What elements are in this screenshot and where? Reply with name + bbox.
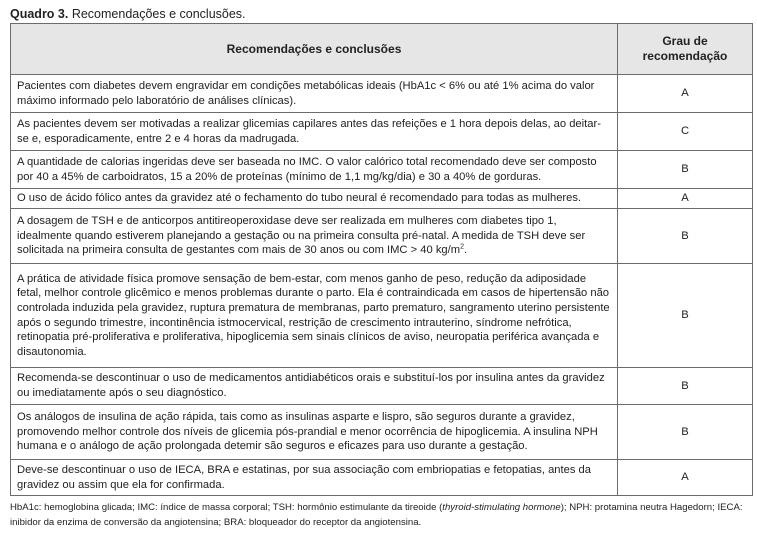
header-row [11,24,753,75]
table-row [11,209,753,264]
footnote-italic: thyroid-stimulating hormone [442,502,561,513]
recommendation-grade: B [618,264,753,368]
recommendation-grade: B [618,151,753,189]
table-row [11,368,753,405]
recommendation-grade: A [618,460,753,496]
footnote-part1: HbA1c: hemoglobina glicada; IMC: índice de massa corporal; TSH: hormônio estimulante da tireoide ( [10,502,443,513]
header-grade-line1: Grau de [662,34,708,48]
recommendation-text [11,209,618,264]
recommendation-text: Pacientes com diabetes devem engravidar em condições metabólicas ideais (HbA1c < 6% ou até 1% acima do valor máximo informado pelo laboratório de análises clínicas). [11,75,618,113]
recommendation-text: Deve-se descontinuar o uso de IECA, BRA e estatinas, por sua associação com embriopatias e fetopatias, antes da gravidez ou assim que ela for confirmada. [11,460,618,496]
table-row [11,460,753,496]
recommendation-text: O uso de ácido fólico antes da gravidez até o fechamento do tubo neural é recomendado para todas as mulheres. [11,189,618,209]
recommendation-text: As pacientes devem ser motivadas a realizar glicemias capilares antes das refeições e 1 hora depois delas, ao deitar-se e, esporadicamente, entre 2 e 4 horas da madrugada. [11,113,618,151]
table-row [11,405,753,460]
recommendation-text: A prática de atividade física promove sensação de bem-estar, com menos ganho de peso, redução da adiposidade fetal, melhor controle glicêmico e menos problemas durante o parto. Ela é contraindicada em casos de hipertensão não controlada induzida pela gravidez, ruptura prematura de membranas, parto prematuro, sangramento uterino persistente após o segundo trimestre, incontinência istmocervical, restrição de crescimento intrauterino, síndrome nefrótica, retinopatia pré-proliferativa e proliferativa, hipoglicemia sem sinais clínicos de aviso, neuropatia periférica avançada e disautonomia. [11,264,618,368]
recommendation-text-end: . [463,244,468,257]
caption-title: Recomendações e conclusões. [68,7,246,21]
recommendation-grade: C [618,113,753,151]
recommendation-grade: B [618,405,753,460]
table-footnote [10,500,750,530]
table-row [11,75,753,113]
recommendation-grade: B [618,209,753,264]
footnote-part2: ); NPH: protamina neutra Hagedorn; IECA: inibidor da enzima de conversão da angiotensina; BRA: bloqueador do receptor da angiotensina. [10,502,743,528]
recommendation-text-main: A dosagem de TSH e de anticorpos antitireoperoxidase deve ser realizada em mulheres com diabetes tipo 1, idealmente quando estiverem planejando a gestação ou na primeira consulta pré-natal. A medida de TSH deve ser solicitada na primeira consulta de gestantes com mais de 30 anos ou com IMC > 40 kg/m [17,215,586,257]
caption-label: Quadro 3. [10,7,69,21]
recommendation-text: Recomenda-se descontinuar o uso de medicamentos antidiabéticos orais e substituí-los por insulina antes da gravidez ou imediatamente após o seu diagnóstico. [11,368,618,405]
recommendation-grade: B [618,368,753,405]
table-caption [10,6,246,22]
recommendations-table [10,23,753,496]
table-row [11,264,753,368]
table-row [11,113,753,151]
header-grade-line2: recomendação [642,49,728,63]
table-row [11,189,753,209]
table-row [11,151,753,189]
recommendation-text: A quantidade de calorias ingeridas deve ser baseada no IMC. O valor calórico total recomendado deve ser composto por 40 a 45% de carboidratos, 15 a 20% de proteínas (mínimo de 1,1 mg/kg/dia) e 30 a 40% de gorduras. [11,151,618,189]
recommendation-grade: A [618,189,753,209]
recommendation-text: Os análogos de insulina de ação rápida, tais como as insulinas asparte e lispro, são seguros durante a gravidez, promovendo melhor controle dos níveis de glicemia pós-prandial e menor ocorrência de hipoglicemia. A insulina NPH humana e o análogo de ação prolongada detemir são seguros e eficazes para uso durante a gestação. [11,405,618,460]
superscript-two: 2 [460,243,464,251]
header-recommendations: Recomendações e conclusões [11,24,618,75]
recommendation-grade: A [618,75,753,113]
header-grade [618,24,753,75]
